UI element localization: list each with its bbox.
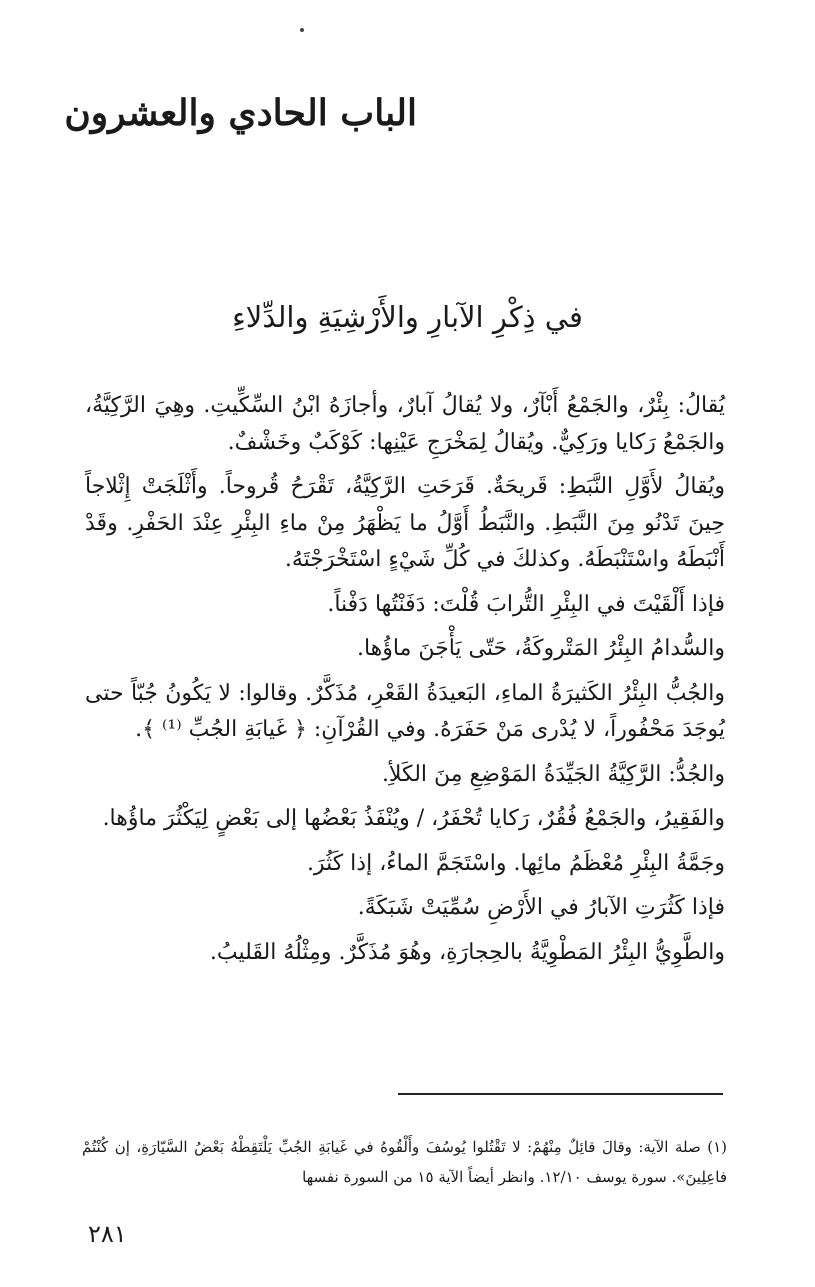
paragraph: ويُقالُ لأَوَّلِ النَّبَطِ: قَريحَةٌ. قَرَحَتِ الرَّكِيَّةُ، تَقْرَحُ قُروحاً. وأَثْلَجَتْ إِثْلاجاً حِينَ تَدْنُو مِنَ النَّبَطِ. والنَّبَطُ أَوَّلُ ما يَظْهَرُ مِنْ ماءِ البِئْرِ عِنْدَ الحَفْرِ. وقَدْ أَنْبَطَهُ واسْتَنْبَطَهُ. وكذلكَ في كُلِّ شَيْءٍ اسْتَخْرَجْتَهُ. <box>85 474 725 572</box>
paragraph: والجُبُّ البِئْرُ الكَثيرَةُ الماءِ، البَعيدَةُ القَعْرِ، مُذَكَّرٌ. وقالوا: لا يَكُونُ جُبّاً حتى يُوجَدَ مَحْفُوراً، لا يُدْرى مَنْ حَفَرَهُ. وفي القُرْآنِ: ﴿ غَيابَةِ الجُبِّ ⁽¹⁾ ﴾. <box>85 680 725 742</box>
chapter-title: الباب الحادي والعشرون <box>64 92 417 134</box>
paragraph: فإذا أَلْقَيْتَ في البِئْرِ التُّرابَ قُلْتَ: دَفَنْتُها دَفْناً. <box>327 591 725 617</box>
paragraph: والفَقِيرُ، والجَمْعُ فُقُرٌ، رَكايا تُحْفَرُ، / ويُنْفَذُ بَعْضُها إلى بَعْضٍ لِيَكْثُرَ ماؤُها. <box>102 806 725 831</box>
paragraph: يُقالُ: بِئْرٌ، والجَمْعُ أَبْآرٌ، ولا يُقالُ آبارٌ، وأجازَهُ ابْنُ السِّكِّيتِ. وهِيَ الرَّكِيَّةُ، والجَمْعُ رَكايا ورَكِيٌّ. ويُقالُ لِمَخْرَجِ عَيْنِها: كَوْكَبٌ وخَشْفٌ. <box>85 393 725 455</box>
paragraph: فإذا كَثُرَتِ الآبارُ في الأَرْضِ سُمِّيَتْ شَبَكَةً. <box>357 895 725 920</box>
section-title: في ذِكْرِ الآبارِ والأَرْشِيَةِ والدِّلاءِ <box>232 300 583 334</box>
paragraph: والجُدُّ: الرَّكِيَّةُ الجَيِّدَةُ المَوْضِعِ مِنَ الكَلأِ. <box>381 761 725 787</box>
paragraph: وجَمَّةُ البِئْرِ مُعْظَمُ مائِها. واسْتَجَمَّ الماءُ، إذا كَثُرَ. <box>306 850 725 876</box>
top-dot-mark <box>300 28 304 32</box>
footnote-divider <box>398 1093 723 1095</box>
paragraph: والطَّوِيُّ البِئْرُ المَطْوِيَّةُ بالحِجارَةِ، وهُوَ مُذَكَّرٌ. ومِثْلُهُ القَليبُ. <box>209 939 725 965</box>
paragraph: والسُّدامُ البِئْرُ المَتْروكَةُ، حَتّى يَأْجَنَ ماؤُها. <box>356 636 725 661</box>
footnote: (١) صلة الآية: وقالَ قائِلٌ مِنْهُمْ: لا تَقْتُلوا يُوسُفَ وأَلْقُوهُ في غَيابَةِ الجُبِّ يَلْتَقِطْهُ بَعْضُ السَّيّارَةِ، إن كُنْتُمْ فاعِلِينَ». سورة يوسف ١٢/١٠. وانظر أيضاً الآية ١٥ من السورة نفسها <box>82 1138 727 1186</box>
page-number: ٢٨١ <box>88 1220 127 1248</box>
body-text <box>85 388 725 979</box>
